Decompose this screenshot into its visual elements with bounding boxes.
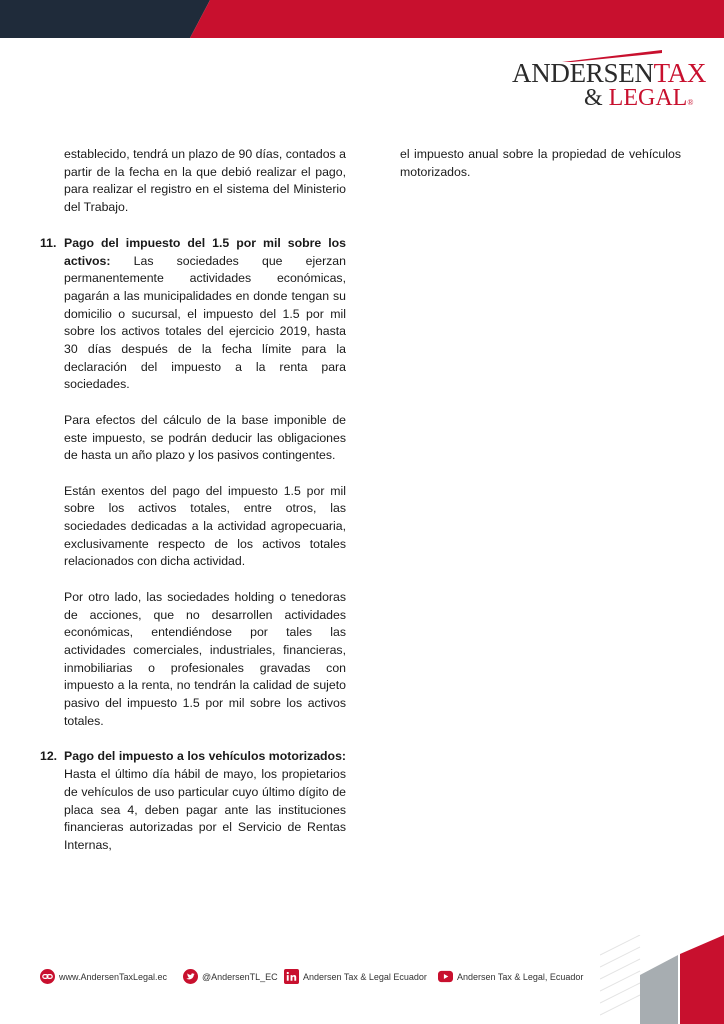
item-11 bbox=[40, 235, 346, 731]
footer-web-text: www.AndersenTaxLegal.ec bbox=[59, 971, 168, 982]
footer-youtube-link[interactable] bbox=[438, 969, 583, 984]
item-12-number: 12. bbox=[40, 749, 58, 764]
item-11-paragraph-3: Están exentos del pago del impuesto 1.5 por mil sobre los activos totales, entre otros, las sociedades dedicadas a la actividad agropecuaria, exclusivamente respecto de los activos totales relacionados con dicha actividad. bbox=[64, 483, 346, 569]
andersen-logo bbox=[512, 50, 707, 112]
linkedin-icon bbox=[284, 969, 299, 984]
footer-twitter-link[interactable] bbox=[183, 969, 278, 984]
item-11-paragraph-2: Para efectos del cálculo de la base imponible de este impuesto, se podrán deducir las obligaciones de hasta un año plazo y los pasivos contingentes. bbox=[64, 412, 346, 463]
footer-twitter-text: @AndersenTL_EC bbox=[202, 971, 278, 982]
item-12-paragraph bbox=[64, 748, 346, 854]
logo-line-2: & LEGAL® bbox=[584, 85, 694, 111]
twitter-icon bbox=[183, 969, 198, 984]
item-11-number: 11. bbox=[40, 235, 57, 250]
left-column bbox=[40, 146, 346, 855]
item-11-paragraph-4: Por otro lado, las sociedades holding o tenedoras de acciones, que no desarrollen actividades económicas, entendiéndose por tales las actividades comerciales, industriales, financieras, inmobiliarias o profesionales gravadas con impuesto a la renta, no tendrán la calidad de sujeto pasivo del impuesto 1.5 por mil sobre los activos totales. bbox=[64, 589, 346, 728]
item-11-title: Pago del impuesto del 1.5 por mil sobre los activos: bbox=[64, 235, 346, 268]
footer-linkedin-text: Andersen Tax & Legal Ecuador bbox=[303, 971, 427, 982]
link-icon bbox=[40, 969, 55, 984]
corner-decoration bbox=[600, 935, 724, 1024]
item-11-paragraph bbox=[64, 235, 346, 394]
youtube-icon bbox=[438, 969, 453, 984]
footer-linkedin-link[interactable] bbox=[284, 969, 427, 984]
item-11-text: Las sociedades que ejerzan permanentemente actividades económicas, pagarán a las municipalidades en donde tengan su domicilio o sucursal, el impuesto del 1.5 por mil sobre los activos totales del ejercicio 2019, hasta 30 días después de la fecha límite para la declaración del impuesto a la renta para sociedades. bbox=[64, 253, 346, 392]
footer-web-link[interactable] bbox=[40, 969, 167, 984]
right-column-paragraph: el impuesto anual sobre la propiedad de vehículos motorizados. bbox=[400, 147, 681, 179]
logo-line-1: ANDERSENTAX bbox=[512, 58, 707, 88]
footer-youtube-text: Andersen Tax & Legal, Ecuador bbox=[457, 971, 584, 982]
item-12 bbox=[40, 748, 346, 854]
header-color-bar bbox=[0, 0, 724, 38]
right-column bbox=[400, 146, 681, 181]
item-12-title: Pago del impuesto a los vehículos motorizados: bbox=[64, 749, 346, 764]
intro-paragraph: establecido, tendrá un plazo de 90 días, contados a partir de la fecha en la que debió realizar el pago, para realizar el registro en el sistema del Ministerio del Trabajo. bbox=[64, 147, 346, 215]
item-12-text: Hasta el último día hábil de mayo, los propietarios de vehículos de uso particular cuyo último dígito de placa sea 4, deben pagar ante las instituciones financieras autorizadas por el Servicio de Rentas Internas, bbox=[64, 767, 346, 852]
